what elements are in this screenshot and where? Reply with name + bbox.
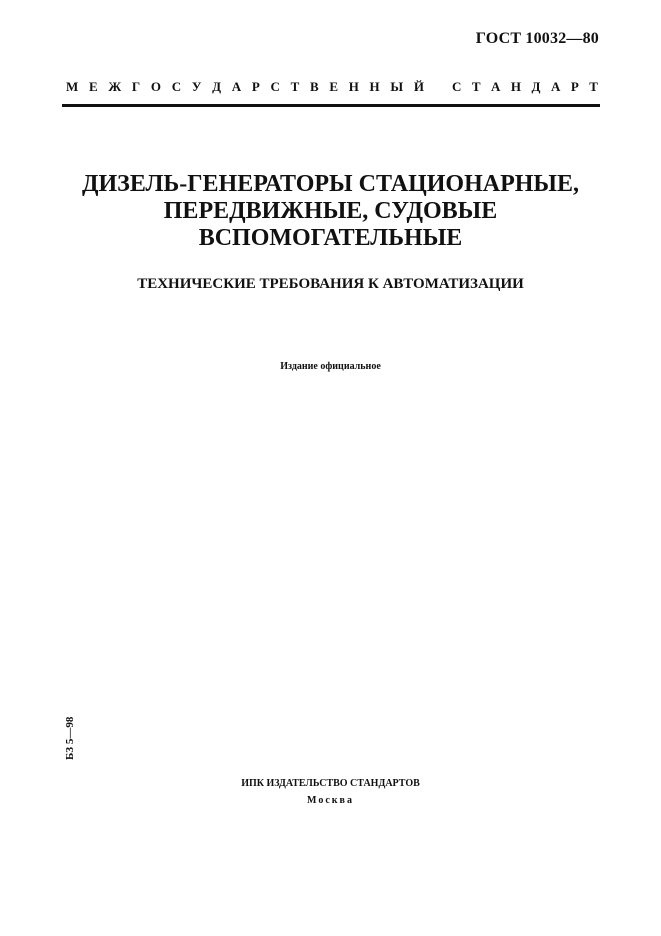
side-code: БЗ 5—98 <box>64 716 76 760</box>
title-line: ВСПОМОГАТЕЛЬНЫЕ <box>198 225 463 251</box>
spaced-letter: А <box>550 79 561 94</box>
spaced-letter: Р <box>570 79 579 94</box>
standard-kind-heading <box>66 79 598 95</box>
spaced-letter: Р <box>251 79 260 94</box>
spaced-letter: С <box>171 79 182 94</box>
document-title <box>40 171 621 252</box>
publisher-name: ИПК ИЗДАТЕЛЬСТВО СТАНДАРТОВ <box>241 778 420 789</box>
spaced-letter: С <box>452 79 462 94</box>
spaced-letter: Й <box>413 79 424 94</box>
document-number: ГОСТ 10032—80 <box>475 30 599 47</box>
spaced-letter: Е <box>88 79 98 94</box>
header-rule <box>62 104 600 107</box>
title-line: ПЕРЕДВИЖНЫЕ, СУДОВЫЕ <box>163 198 498 224</box>
publisher-city: Москва <box>307 795 354 806</box>
spaced-letter: Ы <box>390 79 404 94</box>
spaced-letter: Д <box>212 79 222 94</box>
standard-kind-word <box>66 79 424 95</box>
title-line: ДИЗЕЛЬ-ГЕНЕРАТОРЫ СТАЦИОНАРНЫЕ, <box>81 171 579 197</box>
spaced-letter: В <box>309 79 319 94</box>
standard-kind-word <box>452 79 598 95</box>
spaced-letter: М <box>66 79 79 94</box>
spaced-letter: Н <box>510 79 522 94</box>
spaced-letter: Д <box>531 79 541 94</box>
spaced-letter: Н <box>348 79 359 94</box>
spaced-letter: Т <box>290 79 300 94</box>
spaced-letter: О <box>150 79 162 94</box>
spaced-letter: А <box>231 79 242 94</box>
edition-note: Издание официальное <box>280 361 381 372</box>
document-subtitle: ТЕХНИЧЕСКИЕ ТРЕБОВАНИЯ К АВТОМАТИЗАЦИИ <box>137 276 524 292</box>
spaced-letter: С <box>270 79 280 94</box>
spaced-letter: У <box>191 79 202 94</box>
spaced-letter: Г <box>131 79 141 94</box>
spaced-letter: Е <box>329 79 338 94</box>
spaced-letter: Т <box>589 79 598 94</box>
spaced-letter: Ж <box>108 79 122 94</box>
spaced-letter: А <box>491 79 501 94</box>
spaced-letter: Н <box>369 79 380 94</box>
spaced-letter: Т <box>471 79 481 94</box>
